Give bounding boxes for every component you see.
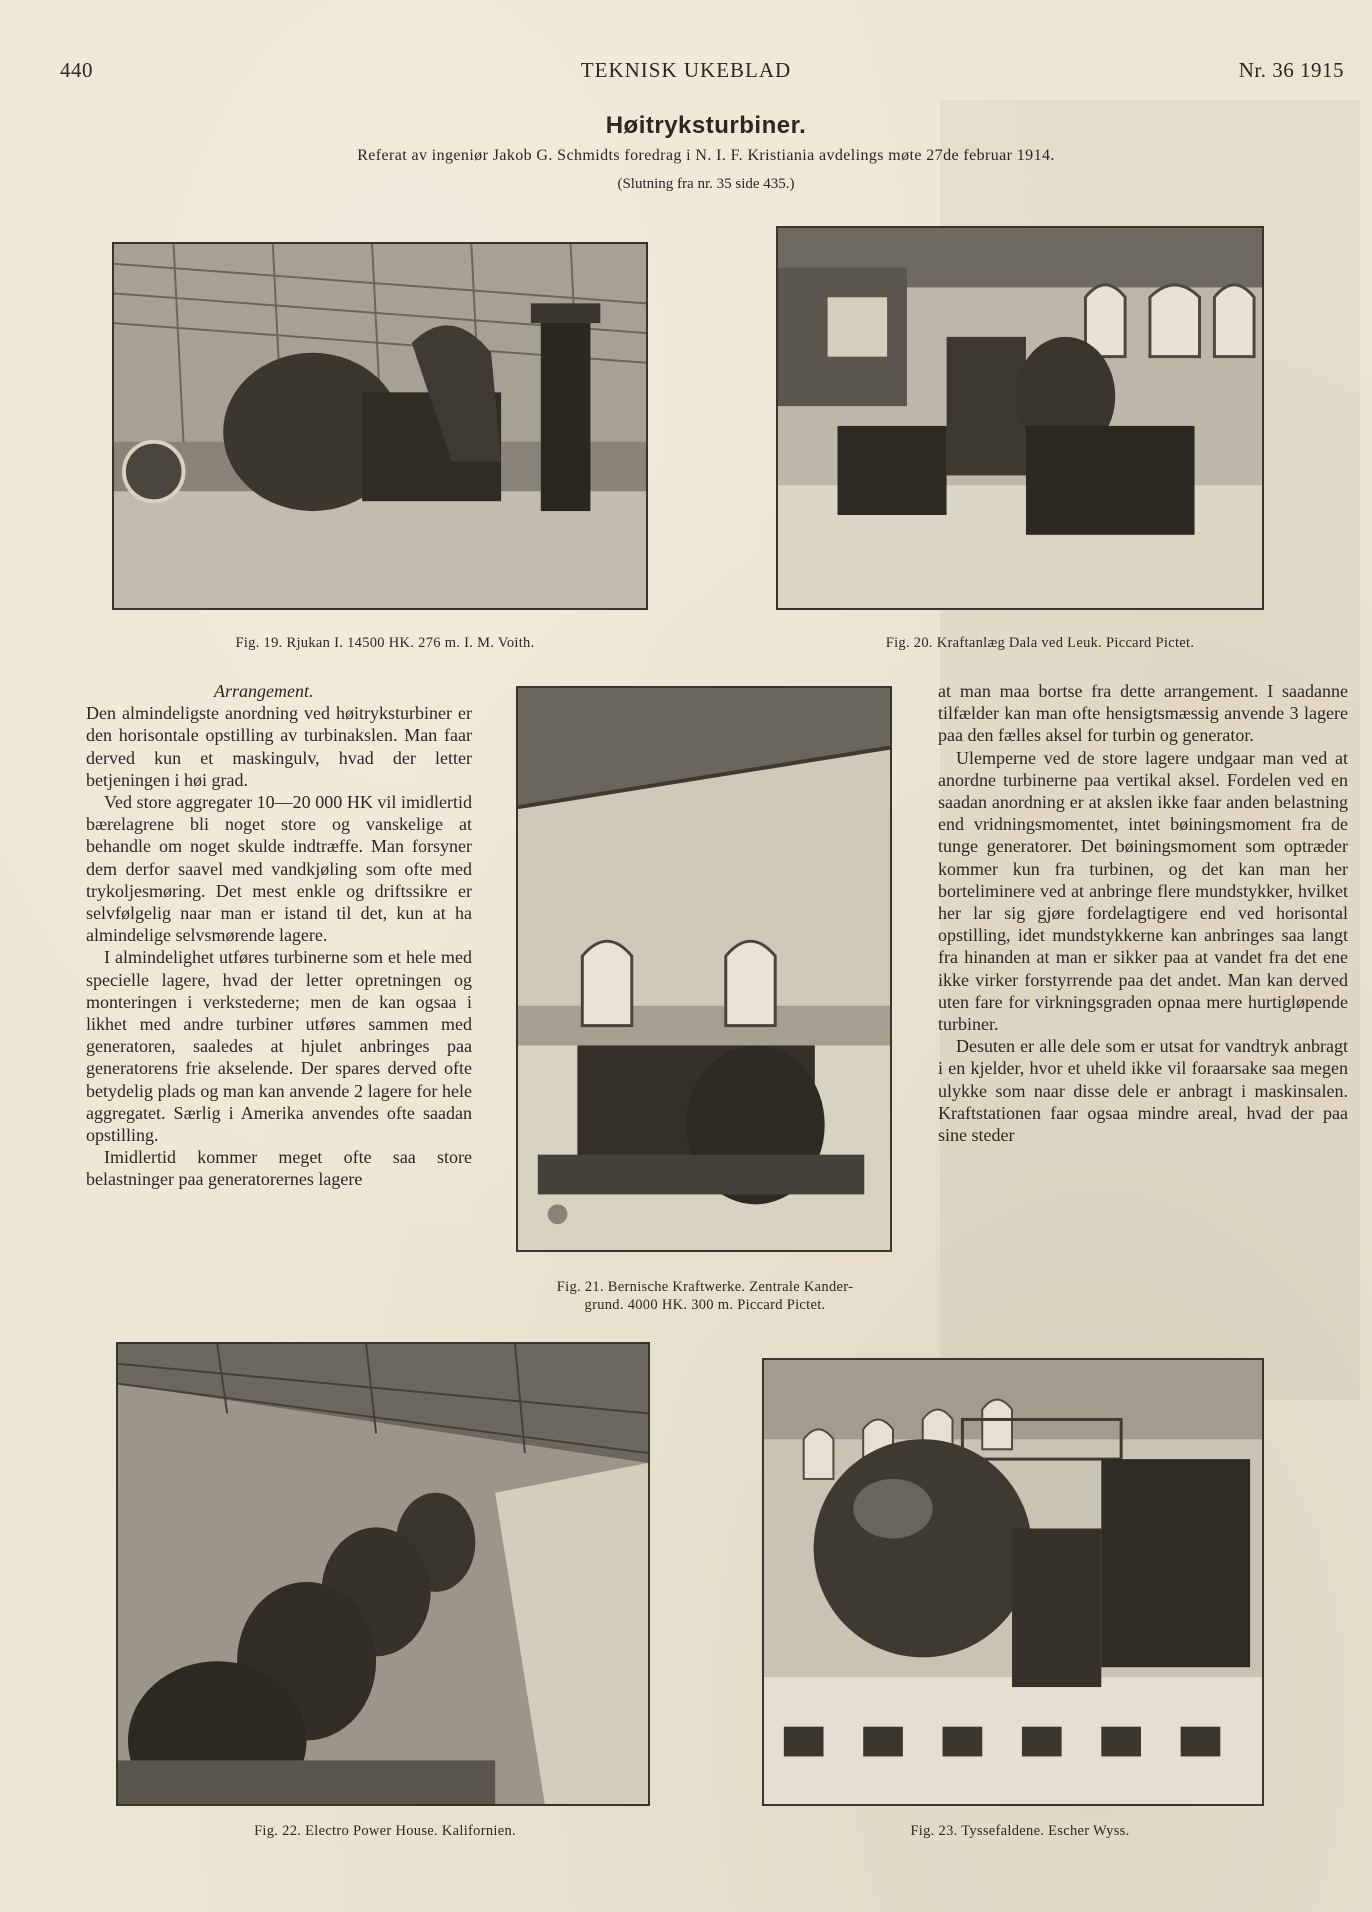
fig21-caption-line2: grund. 4000 HK. 300 m. Piccard Pictet. xyxy=(584,1297,826,1313)
text-column-right xyxy=(938,680,1348,1146)
section-heading: Arrangement. xyxy=(214,681,314,701)
paragraph: Desuten er alle dele som er utsat for vandtryk anbragt i en kjelder, hvor et uheld ikke vil foraarsake saa megen ulykke som naar disse dele er anbragt i maskinsalen. Kraftstationen faar ogsaa mindre areal, hvad der paa sine steder xyxy=(938,1036,1348,1146)
paragraph: Den almindeligste anordning ved høitryksturbiner er den horisontale opstilling av turbinakslen. Man faar derved kun et maskingulv, hvad der letter betjeningen i høi grad. xyxy=(86,703,472,790)
journal-title: TEKNISK UKEBLAD xyxy=(580,58,792,82)
paragraph: Imidlertid kommer meget ofte saa store belastninger paa generatorernes lagere xyxy=(86,1147,472,1190)
fig20-caption: Fig. 20. Kraftanlæg Dala ved Leuk. Piccard Pictet. xyxy=(885,635,1195,651)
fig19-photo xyxy=(112,242,648,610)
fig19-caption: Fig. 19. Rjukan I. 14500 HK. 276 m. I. M. Voith. xyxy=(235,635,535,651)
article-byline: Referat av ingeniør Jakob G. Schmidts foredrag i N. I. F. Kristiania avdelings møte 27de februar 1914. xyxy=(357,147,1055,164)
fig21-photo xyxy=(516,686,892,1252)
article-title: Høitryksturbiner. xyxy=(605,112,807,139)
paragraph: Ved store aggregater 10—20 000 HK vil imidlertid bærelagrene bli noget store og vanskelige at behandle om noget skulde indtræffe. Man forsyner dem derfor saavel med vandkjøling som ofte med trykoljesmøring. Det mest enkle og driftssikre er selvfølgelig naar man er istand til det, kun at ha almindelige selvsmørende lagere. xyxy=(86,792,472,946)
paragraph: at man maa bortse fra dette arrangement. I saadanne tilfælder kan man ofte hensigtsmæssig anvende 3 lagere paa den fælles aksel for turbin og generator. xyxy=(938,681,1348,746)
continuation-note: (Slutning fra nr. 35 side 435.) xyxy=(617,176,795,192)
text-column-left xyxy=(86,680,472,1191)
paragraph: I almindelighet utføres turbinerne som et hele med specielle lagere, hvad der letter opretningen og monteringen i verkstederne; men de kan ogsaa i likhet med andre turbiner utføres sammen med generatoren, saaledes at hjulet anbringes paa generatorens frie akselende. Der spares derved ofte betydelig plads og man kan anvende 2 lagere for hele aggregatet. Særlig i Amerika anvendes ofte saadan opstilling. xyxy=(86,947,472,1146)
fig23-caption: Fig. 23. Tyssefaldene. Escher Wyss. xyxy=(910,1823,1130,1839)
fig20-photo xyxy=(776,226,1264,610)
fig21-caption-line1: Fig. 21. Bernische Kraftwerke. Zentrale Kander- xyxy=(556,1279,854,1295)
issue-number: Nr. 36 1915 xyxy=(1238,58,1344,82)
paragraph: Ulemperne ved de store lagere undgaar man ved at anordne turbinerne paa vertikal aksel. Fordelen ved en saadan anordning er at akslen ikke faar anden belastning end vridningsmomentet, intet bøiningsmoment fra de tunge generatorer. Det bøiningsmoment som optræder kommer kun fra turbinen, og det kan man her borteliminere ved at anbringe flere mundstykker, hvilket her lar sig gjøre fordelagtigere end ved horisontal opstilling, idet mundstykkerne kan anbringes saa langt fra hinanden at man er sikker paa at vandet fra det ene ikke virker forstyrrende paa det andet. Man kan derved uten fare for virkningsgraden opnaa mere hurtigløpende turbiner. xyxy=(938,747,1348,1035)
fig23-photo xyxy=(762,1358,1264,1806)
fig22-photo xyxy=(116,1342,650,1806)
fig22-caption: Fig. 22. Electro Power House. Kalifornien. xyxy=(254,1823,516,1839)
page-number: 440 xyxy=(60,58,93,82)
